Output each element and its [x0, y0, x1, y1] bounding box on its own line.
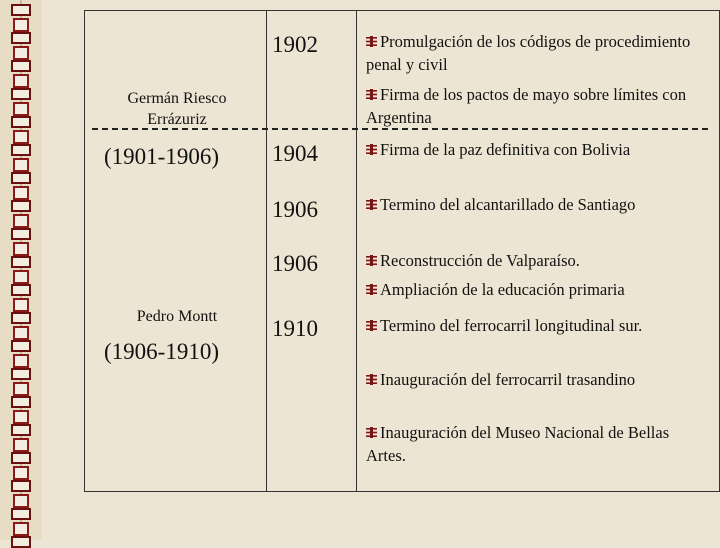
chain-link — [11, 480, 31, 492]
chain-link — [13, 74, 29, 88]
chain-link — [13, 326, 29, 340]
chain-link — [11, 32, 31, 44]
president-name: Pedro Montt — [136, 308, 218, 325]
event-text: Reconstrucción de Valparaíso. — [380, 251, 580, 270]
event-item — [366, 421, 706, 467]
event-text: Inauguración del ferrocarril trasandino — [380, 370, 636, 389]
year-label: 1906 — [272, 251, 318, 276]
event-text: Firma de los pactos de mayo sobre límites con Argentina — [366, 85, 687, 127]
chain-link — [13, 298, 29, 312]
event-item — [366, 314, 706, 337]
bullet-icon — [366, 374, 378, 385]
chain-link — [13, 522, 29, 536]
chain-link — [11, 172, 31, 184]
chain-link — [11, 88, 31, 100]
event-text: Ampliación de la educación primaria — [380, 280, 625, 299]
chain-link — [13, 158, 29, 172]
event-item — [366, 249, 706, 272]
event-text: Termino del ferrocarril longitudinal sur. — [380, 316, 643, 335]
chain-link — [13, 270, 29, 284]
chain-link — [13, 354, 29, 368]
chain-link — [11, 200, 31, 212]
president-term: (1901-1906) — [104, 144, 219, 169]
chain-link — [11, 228, 31, 240]
year-label: 1902 — [272, 32, 318, 57]
chain-link — [11, 368, 31, 380]
chain-link — [13, 438, 29, 452]
event-text: Promulgación de los códigos de procedimiento penal y civil — [366, 32, 691, 74]
column-divider-year — [356, 11, 357, 491]
president-term: (1906-1910) — [104, 339, 219, 364]
chain-link — [13, 466, 29, 480]
event-item — [366, 368, 706, 391]
president-name: Germán Riesco Errázuriz — [127, 90, 227, 128]
year-label: 1910 — [272, 316, 318, 341]
chain-link — [11, 144, 31, 156]
chain-link — [13, 242, 29, 256]
year-label: 1904 — [272, 141, 318, 166]
chain-link — [11, 116, 31, 128]
chain-link — [11, 256, 31, 268]
column-divider-president — [266, 11, 267, 491]
chain-link — [11, 60, 31, 72]
chain-link — [13, 410, 29, 424]
chain-link — [11, 340, 31, 352]
event-item — [366, 30, 706, 76]
bullet-icon — [366, 255, 378, 266]
chain-link — [11, 312, 31, 324]
chain-link — [11, 536, 31, 548]
chain-link — [13, 46, 29, 60]
bullet-icon — [366, 89, 378, 100]
chain-link — [11, 452, 31, 464]
event-text: Inauguración del Museo Nacional de Bellas Artes. — [366, 423, 670, 465]
chain-link — [11, 284, 31, 296]
chain-link — [13, 102, 29, 116]
bullet-icon — [366, 36, 378, 47]
bullet-icon — [366, 427, 378, 438]
chain-link — [13, 494, 29, 508]
chain-link — [13, 130, 29, 144]
bullet-icon — [366, 144, 378, 155]
chain-link — [11, 508, 31, 520]
chain-link — [13, 214, 29, 228]
event-text: Firma de la paz definitiva con Bolivia — [380, 140, 631, 159]
chain-link — [13, 382, 29, 396]
decorative-chain-border — [0, 0, 42, 540]
bullet-icon — [366, 284, 378, 295]
event-text: Termino del alcantarillado de Santiago — [380, 195, 636, 214]
event-item — [366, 193, 706, 216]
chain-link — [11, 4, 31, 16]
year-label: 1906 — [272, 197, 318, 222]
bullet-icon — [366, 199, 378, 210]
bullet-icon — [366, 320, 378, 331]
chain-link — [13, 18, 29, 32]
event-item — [366, 278, 706, 301]
chain-link — [11, 396, 31, 408]
event-item — [366, 138, 706, 161]
chain-link — [13, 186, 29, 200]
chain-link — [11, 424, 31, 436]
event-item — [366, 83, 706, 129]
